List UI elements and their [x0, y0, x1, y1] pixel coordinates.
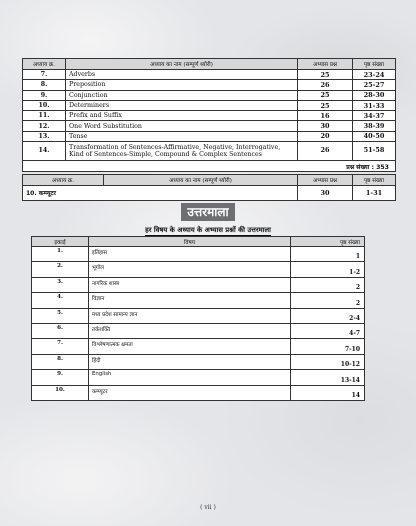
subject-name: हिंदी: [89, 354, 291, 369]
subject-name: विज्ञान: [89, 293, 291, 308]
exercise-count: 30: [298, 121, 353, 131]
page-range: 38-39: [353, 121, 396, 131]
subject-name: नागरिक शास्त्र: [89, 277, 291, 292]
header-unit: इकाई: [32, 237, 89, 247]
unit-no: 2.: [32, 262, 89, 277]
table-row: [32, 247, 365, 262]
total-questions: प्रश्न संख्या : 353: [23, 161, 396, 172]
page-range: 1: [291, 247, 365, 262]
subject-name: कम्प्यूटर: [89, 385, 291, 400]
header-subject: विषय: [89, 237, 291, 247]
table-row: [23, 111, 396, 121]
chapter-name: One Word Substitution: [66, 121, 298, 131]
table-row: [32, 277, 365, 292]
answers-subtitle-text: हर विषय के अध्याय के अभ्यास प्रश्नों की उत्तरमाला: [145, 226, 271, 234]
page-range: 2: [291, 277, 365, 292]
page-number: ( vii ): [200, 504, 216, 511]
page-range: 2-4: [291, 308, 365, 323]
page-range: 4-7: [291, 323, 365, 338]
table-header-row: [32, 237, 365, 247]
page-range: 7-10: [291, 339, 365, 354]
unit-no: 8.: [32, 354, 89, 369]
chapter-name: Conjunction: [66, 90, 298, 100]
table-row: [32, 262, 365, 277]
answers-subtitle: [0, 225, 416, 234]
page-range: 51-58: [353, 142, 396, 161]
unit-no: 3.: [32, 277, 89, 292]
header-chapter-no: अध्याय क्र.: [23, 175, 104, 186]
page-range: 14: [291, 385, 365, 400]
chapter-no: 7.: [23, 70, 66, 80]
exercise-count: 20: [298, 131, 353, 141]
exercise-count: 16: [298, 111, 353, 121]
answers-title: उत्तरमाला: [181, 203, 235, 221]
chapter-no: 11.: [23, 111, 66, 121]
unit-no: 9.: [32, 370, 89, 385]
subject-name: भूगोल: [89, 262, 291, 277]
exercise-count: 26: [298, 80, 353, 90]
subject-name: विश्लेषणात्मक क्षमता: [89, 339, 291, 354]
total-row: [23, 161, 396, 172]
table-row: [23, 131, 396, 141]
header-chapter-name: अध्याय का नाम (सम्पूर्ण थ्योरी): [104, 175, 298, 186]
chapter-no: 10. कम्प्यूटर: [23, 186, 298, 201]
table-row: [32, 354, 365, 369]
exercise-count: 30: [298, 186, 353, 201]
exercise-count: 25: [298, 70, 353, 80]
table-row: [32, 323, 365, 338]
unit-no: 6.: [32, 323, 89, 338]
page-range: 23-24: [353, 70, 396, 80]
header-exercise: अभ्यास प्रश्न: [298, 59, 353, 70]
chapter-no: 10.: [23, 100, 66, 110]
chapter-name: Adverbs: [66, 70, 298, 80]
chapter-no: 12.: [23, 121, 66, 131]
unit-no: 10.: [32, 385, 89, 400]
header-page: पृष्ठ संख्या: [353, 175, 396, 186]
unit-no: 1.: [32, 247, 89, 262]
table-row: [23, 100, 396, 110]
table-row: [32, 370, 365, 385]
chapter-name: Prefix and Suffix: [66, 111, 298, 121]
table-row: [23, 142, 396, 161]
table-header-row: [23, 175, 396, 186]
chapter-name: Transformation of Sentences-Affirmative, Negative, Interrogative, Kind of Sentences-Simple, Compound & Complex Sentences: [66, 142, 298, 161]
unit-no: 4.: [32, 293, 89, 308]
table-row: [23, 80, 396, 90]
table-row: [32, 308, 365, 323]
table-row: [32, 293, 365, 308]
chapter-no: 8.: [23, 80, 66, 90]
header-chapter-no: अध्याय क्र.: [23, 59, 66, 70]
table-row: [23, 90, 396, 100]
page-range: 28-30: [353, 90, 396, 100]
unit-no: 7.: [32, 339, 89, 354]
table-row: [32, 339, 365, 354]
header-exercise: अभ्यास प्रश्न: [298, 175, 353, 186]
subject-name: English: [89, 370, 291, 385]
page-range: 31-33: [353, 100, 396, 110]
table-row: [23, 121, 396, 131]
table-row: [32, 385, 365, 400]
page-range: 2: [291, 293, 365, 308]
table-header-row: [23, 59, 396, 70]
chapter-name: Preposition: [66, 80, 298, 90]
subject-name: मध्य प्रदेश सामान्य ज्ञान: [89, 308, 291, 323]
header-page: पृष्ठ संख्या: [291, 237, 365, 247]
chapter-name: Determiners: [66, 100, 298, 110]
chapter-name: Tense: [66, 131, 298, 141]
page-range: 34-37: [353, 111, 396, 121]
header-chapter-name: अध्याय का नाम (सम्पूर्ण थ्योरी): [66, 59, 298, 70]
page-range: 1-2: [291, 262, 365, 277]
exercise-count: 25: [298, 90, 353, 100]
answers-table: [31, 236, 365, 401]
chapter-no: 13.: [23, 131, 66, 141]
table-row: [23, 186, 396, 201]
exercise-count: 25: [298, 100, 353, 110]
contents-table-english: [22, 58, 396, 172]
page-range: 40-50: [353, 131, 396, 141]
header-page: पृष्ठ संख्या: [353, 59, 396, 70]
page-range: 10-12: [291, 354, 365, 369]
subject-name: इतिहास: [89, 247, 291, 262]
page-range: 13-14: [291, 370, 365, 385]
page-range: 1-31: [353, 186, 396, 201]
exercise-count: 26: [298, 142, 353, 161]
contents-table-computer: [22, 174, 396, 201]
chapter-no: 9.: [23, 90, 66, 100]
chapter-no: 14.: [23, 142, 66, 161]
page-range: 25-27: [353, 80, 396, 90]
unit-no: 5.: [32, 308, 89, 323]
table-row: [23, 70, 396, 80]
subject-name: तर्कशक्ति: [89, 323, 291, 338]
